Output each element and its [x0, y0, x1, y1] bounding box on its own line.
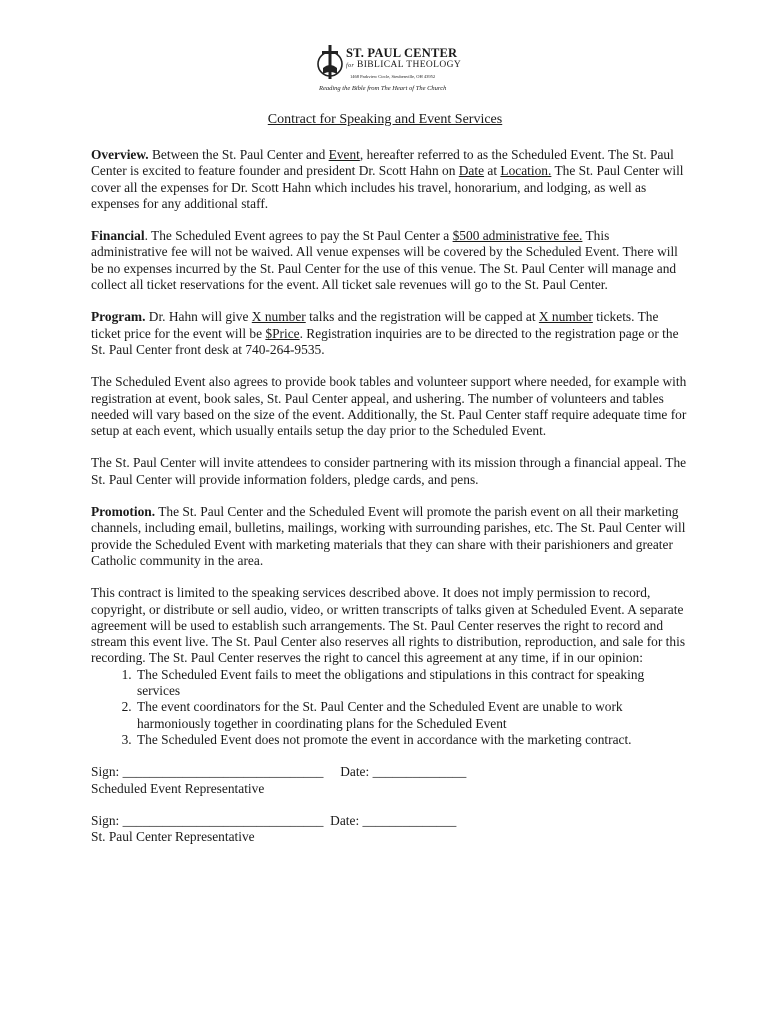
logo-subtitle-rest: BIBLICAL THEOLOGY [356, 60, 462, 70]
program-text: tickets. The ticket price for the event will be [91, 309, 659, 341]
promotion-text: The St. Paul Center and the Scheduled Event will promote the parish event on all their marketing channels, including email, bulletins, mailings, working with surrounding parishes, etc. The St. Paul Center will provide the Scheduled Event with marketing materials that they can share with their parishioners and greater Catholic community in the area. [91, 504, 686, 568]
program-paragraph [91, 309, 687, 358]
logo-tagline: Reading the Bible from The Heart of The Church [319, 85, 447, 92]
signature-line[interactable]: Sign: ______________________________ Date: ______________ [91, 764, 467, 780]
st-paul-center-signature-block [91, 813, 687, 846]
program-text: talks and the registration will be capped at [305, 309, 539, 325]
scheduled-event-signature-block [91, 764, 687, 797]
event-placeholder: Event [328, 147, 360, 162]
promotion-paragraph [91, 504, 687, 569]
price-placeholder: $Price [265, 325, 300, 341]
document-body [91, 147, 687, 861]
overview-label: Overview. [91, 147, 149, 162]
overview-text: at [484, 163, 501, 179]
talks-placeholder: X number [251, 309, 306, 325]
financial-paragraph [91, 228, 687, 293]
overview-text: , hereafter referred to as the Scheduled Event. The St. Paul Center is excited to feature founder and president Dr. Scott Hahn on [91, 147, 674, 179]
financial-text: This administrative fee will not be waived. All venue expenses will be covered by the Scheduled Event. There will be no expenses incurred by the St. Paul Center for the use of this venue. The St. Paul Center will manage and collect all ticket reservations for the event. All ticket sale revenues will go to the St. Paul Center. [91, 228, 678, 293]
limitation-paragraph: This contract is limited to the speaking services described above. It does not imply permission to record, copyright, or distribute or sell audio, video, or written transcripts of talks given at Scheduled Event. A separate agreement will be used to establish such arrangements. The St. Paul Center reserves the right to record and stream this event live. The St. Paul Center also reserves all rights to distribution, reproduction, and sale for this recording. The St. Paul Center reserves the right to cancel this agreement at any time, if in our opinion: [91, 585, 686, 666]
support-paragraph: The Scheduled Event also agrees to provide book tables and volunteer support where needed, for example with registration at event, book sales, St. Paul Center appeal, and ushering. The number of volunteers and tables needed will vary based on the size of the event. Additionally, the St. Paul Center staff require adequate time for setup at each event, which usually entails setup the day prior to the Scheduled Event. [91, 374, 687, 439]
conditions-list [91, 667, 687, 748]
financial-text: . The Scheduled Event agrees to pay the St Paul Center a [144, 228, 453, 244]
overview-text: The St. Paul Center will cover all the expenses for Dr. Scott Hahn which includes his travel, honorarium, and lodging, as well as expenses for any additional staff. [91, 163, 684, 211]
signature-role: Scheduled Event Representative [91, 780, 265, 796]
location-placeholder: Location. [500, 163, 552, 179]
program-label: Program. [91, 309, 146, 325]
tickets-placeholder: X number [538, 309, 593, 325]
logo-name: ST. PAUL CENTER [346, 46, 458, 60]
logo-subtitle [346, 60, 461, 70]
date-placeholder: Date [458, 163, 485, 179]
list-item: 3. The Scheduled Event does not promote the event in accordance with the marketing contract. [135, 732, 687, 748]
cross-emblem-icon [316, 44, 344, 82]
list-item: 1. The Scheduled Event fails to meet the obligations and stipulations in this contract for speaking services [135, 667, 687, 700]
promotion-label: Promotion. [91, 504, 156, 520]
fee-placeholder: $500 administrative fee. [452, 228, 583, 244]
logo-address: 1468 Parkview Circle, Steubenville, OH 43952 [350, 74, 436, 79]
st-paul-center-logo [316, 44, 462, 98]
signature-line[interactable]: Sign: ______________________________ Date: ______________ [91, 812, 457, 828]
invite-paragraph: The St. Paul Center will invite attendees to consider partnering with its mission through a financial appeal. The St. Paul Center will provide information folders, pledge cards, and pens. [91, 455, 687, 487]
program-text: . Registration inquiries are to be directed to the registration page or the St. Paul Center front desk at 740-264-9535. [91, 325, 679, 357]
financial-label: Financial [91, 228, 145, 244]
logo-subtitle-for: for [346, 63, 355, 69]
overview-paragraph [91, 147, 687, 212]
list-item: 2. The event coordinators for the St. Paul Center and the Scheduled Event are unable to work harmoniously together in coordinating plans for the Scheduled Event [135, 699, 687, 732]
document-title: Contract for Speaking and Event Services [267, 112, 503, 127]
signature-role: St. Paul Center Representative [91, 829, 255, 845]
overview-text: Between the St. Paul Center and [148, 147, 329, 162]
program-text: Dr. Hahn will give [145, 309, 252, 325]
